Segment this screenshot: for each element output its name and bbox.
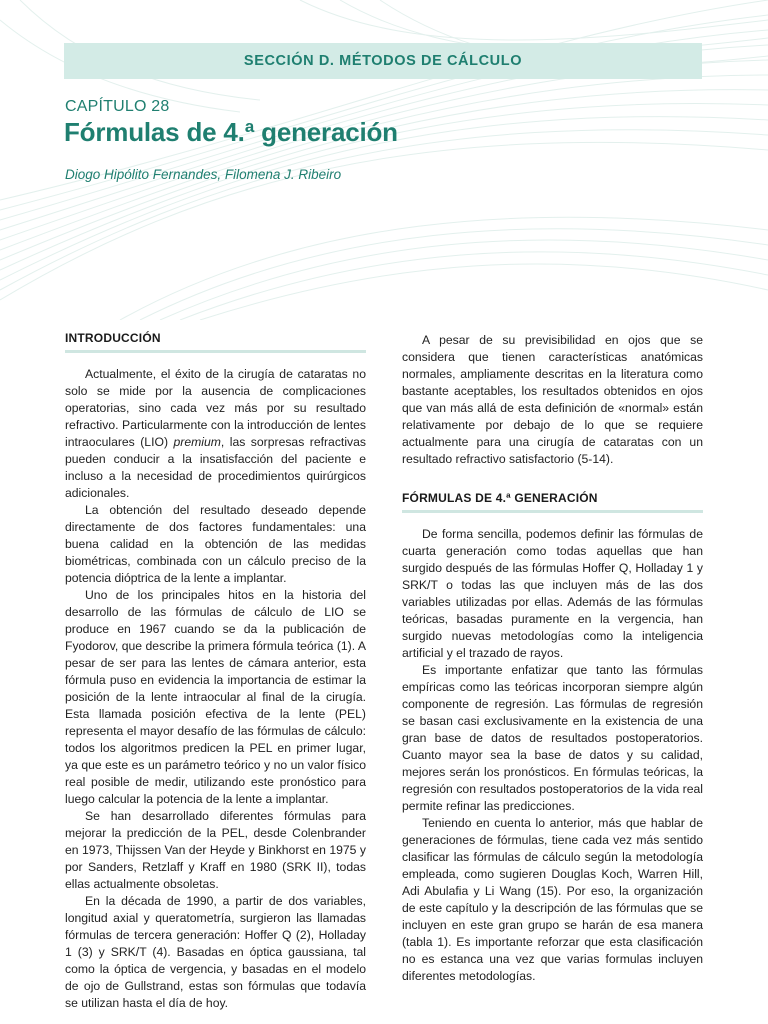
intro-p1-text-a: Actualmente, el éxito de la cirugía de cataratas no solo se mide por la ausencia de complicaciones operatorias, sino cada vez más por su resultado refractivo. Particularmente con la introducción de lentes intraoculares (LIO) (65, 367, 366, 449)
authors: Diogo Hipólito Fernandes, Filomena J. Ribeiro (65, 167, 342, 182)
right-paragraph-3: Teniendo en cuenta lo anterior, más que hablar de generaciones de fórmulas, tiene cada vez más sentido clasificar las fórmulas de cálculo según la metodología empleada, como sugieren Douglas Koch, Warren Hill, Adi Abulafia y Li Wang (15). Por eso, la organización de este capítulo y la descripción de las fórmulas que se incluyen en este gran grupo se harán de esa manera (tabla 1). Es importante reforzar que esta clasificación no es estanca una vez que varias formulas incluyen diferentes metodologías. (402, 816, 703, 983)
intro-p1-emphasis: premium (173, 435, 221, 449)
intro-paragraph-1 (65, 366, 366, 502)
right-paragraph-2: Es importante enfatizar que tanto las fórmulas empíricas como las teóricas incorporan siempre algún componente de regresión. Las fórmulas de regresión se basan casi exclusivamente en la existencia de una gran base de datos de resultados postoperatorios. Cuanto mayor sea la base de datos y su calidad, mejores serán los pronósticos. En fórmulas teóricas, la regresión con resultados postoperatorios de la vida real permite refinar las predicciones. (402, 663, 703, 813)
intro-heading: INTRODUCCIÓN (65, 330, 366, 353)
section-banner (64, 43, 702, 79)
right-column (402, 330, 703, 985)
intro-paragraph-4: Se han desarrollado diferentes fórmulas para mejorar la predicción de la PEL, desde Colenbrander en 1973, Thijssen Van der Heyde y Binkhorst en 1975 y por Sanders, Retzlaff y Kraff en 1980 (SRK II), todas ellas actualmente obsoletas. (65, 809, 366, 891)
fourth-generation-heading: FÓRMULAS DE 4.ª GENERACIÓN (402, 490, 703, 513)
chapter-label: CAPÍTULO 28 (65, 98, 170, 115)
left-column (65, 330, 366, 1012)
intro-paragraph-3: Uno de los principales hitos en la historia del desarrollo de las fórmulas de cálculo de LIO se produce en 1967 cuando se da la publicación de Fyodorov, que describe la primera fórmula teórica (1). A pesar de ser para las lentes de cámara anterior, esta fórmula puso en evidencia la importancia de estimar la posición de la lente intraocular al final de la cirugía. Esta llamada posición efectiva de la lente (PEL) representa el mayor desafío de las fórmulas de cálculo: todos los algoritmos predicen la PEL en primer lugar, ya que este es un parámetro teórico y no un valor físico real posible de medir, utilizando este pronóstico para luego calcular la potencia de la lente a implantar. (65, 588, 366, 806)
intro-paragraph-2: La obtención del resultado deseado depende directamente de dos factores fundamentales: una buena calidad en la obtención de las medidas biométricas, combinada con un cálculo preciso de la potencia dióptrica de la lente a implantar. (65, 503, 366, 585)
intro-p1-text-b: , las sorpresas refractivas pueden conducir a la insatisfacción del paciente e incluso a la necesidad de procedimientos quirúrgicos adicionales. (65, 435, 366, 500)
section-title: SECCIÓN D. MÉTODOS DE CÁLCULO (243, 53, 523, 69)
right-paragraph-0: A pesar de su previsibilidad en ojos que se considera que tienen características anatómicas normales, ampliamente descritas en la literatura como bastante aceptables, los resultados obtenidos en ojos que van más allá de esta definición de «normal» están relativamente por debajo de lo que se requiere actualmente para una cirugía de cataratas con un resultado refractivo satisfactorio (5-14). (402, 333, 703, 466)
chapter-title: Fórmulas de 4.ª generación (64, 117, 398, 147)
intro-paragraph-5: En la década de 1990, a partir de dos variables, longitud axial y queratometría, surgieron las llamadas fórmulas de tercera generación: Hoffer Q (2), Holladay 1 (3) y SRK/T (4). Basadas en óptica gaussiana, tal como la óptica de vergencia, y basadas en el modelo de ojo de Gullstrand, estas son fórmulas que todavía se utilizan hasta el día de hoy. (65, 894, 366, 1010)
right-paragraph-1: De forma sencilla, podemos definir las fórmulas de cuarta generación como todas aquellas que han surgido después de las fórmulas Hoffer Q, Holladay 1 y SRK/T o todas las que incluyen más de las dos variables utilizadas por ellas. Además de las fórmulas teóricas, basadas puramente en la vergencia, han surgido nuevas metodologías como la inteligencia artificial y el trazado de rayos. (402, 527, 703, 660)
